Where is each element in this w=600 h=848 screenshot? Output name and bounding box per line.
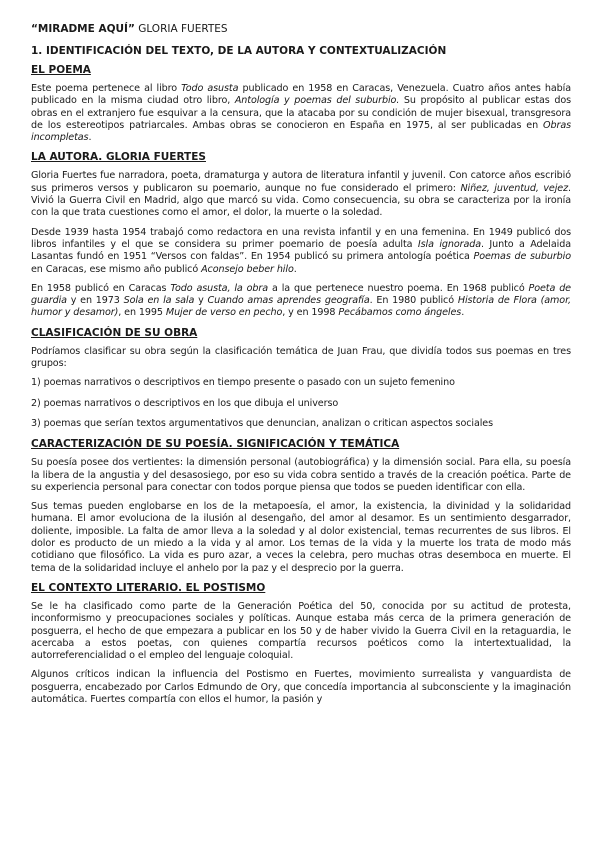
italic-title: Poemas de suburbio xyxy=(473,251,571,263)
italic-title: Aconsejo beber hilo xyxy=(201,263,294,275)
title-bold: “MIRADME AQUÍ” xyxy=(31,23,135,35)
heading-la-autora: LA AUTORA. GLORIA FUERTES xyxy=(31,151,206,164)
title-rest: GLORIA FUERTES xyxy=(134,23,228,35)
autora-paragraph-3: En 1958 publicó en Caracas Todo asusta, la obra a la que pertenece nuestro poema. En 1968 publicó Poeta de guardia y en 1973 Sola en la sala y Cuando amas aprendes geografía. En 1980 publicó Historia de Flora (amor, humor y desamor), en 1995 Mujer de verso en pecho, y en 1998 Pecábamos como ángeles. xyxy=(31,282,571,319)
heading-clasificacion: CLASIFICACIÓN DE SU OBRA xyxy=(31,326,198,339)
italic-title: Todo asusta, la obra xyxy=(170,282,269,294)
italic-title: Poeta de guardia xyxy=(31,282,571,307)
document-title xyxy=(31,22,571,36)
autora-paragraph-1: Gloria Fuertes fue narradora, poeta, dramaturga y autora de literatura infantil y juvenil. Con catorce años escribió sus primeros versos y publicaron su poemario, aunque no fue considerado el primero: Niñez, juventud, vejez. Vivió la Guerra Civil en Madrid, algo que marcó su vida. Como consecuencia, su obra se caracteriza por la ironía con la que trata cuestiones como el amor, el dolor, la muerte o la soledad. xyxy=(31,170,571,219)
heading-caracterizacion: CARACTERIZACIÓN DE SU POESÍA. SIGNIFICACIÓN Y TEMÁTICA xyxy=(31,438,400,451)
section-heading: 1. IDENTIFICACIÓN DEL TEXTO, DE LA AUTORA Y CONTEXTUALIZACIÓN xyxy=(31,45,447,57)
italic-title: Todo asusta xyxy=(181,83,239,94)
clasificacion-item-2: 2) poemas narrativos o descriptivos en los que dibuja el universo xyxy=(31,397,339,409)
caracterizacion-paragraph-2: Sus temas pueden englobarse en los de la metapoesía, el amor, la existencia, la divinidad y la solidaridad humana. El amor evoluciona de la ilusión al desengaño, del amor al desamor. Es un sentimiento desgarrador, doliente, imposible. La falta de amor lleva a la soledad y al dolor existencial, temas recurrentes de sus libros. El dolor es producto de un miedo a la vida y al amor. Los temas de la vida y la muerte los trata de modo más cotidiano que filosófico. La vida es puro azar, a veces la celebra, pero muchas otras desemboca en muerte. El tema de la solidaridad incluye el anhelo por la paz y el desprecio por la guerra. xyxy=(31,501,571,574)
italic-title: Pecábamos como ángeles xyxy=(338,307,462,319)
contexto-paragraph-1: Se le ha clasificado como parte de la Generación Poética del 50, conocida por su actitud de protesta, inconformismo y preocupaciones sociales y políticas. Aunque estaba más cerca de la primera generación de posguerra, el hecho de que empezara a publicar en los 50 y de haber vivido la Guerra Civil en la retaguardia, le acercaba a estos poetas, con quienes compartía recursos poéticos como la intertextualidad, la autorreferencialidad o el empleo del lenguaje coloquial. xyxy=(31,600,571,662)
italic-title: Antología y poemas del suburbio. xyxy=(234,95,400,107)
clasificacion-intro: Podríamos clasificar su obra según la clasificación temática de Juan Frau, que dividía todos sus poemas en tres grupos: xyxy=(31,345,571,370)
italic-title: Mujer de verso en pecho xyxy=(165,307,283,319)
heading-contexto: EL CONTEXTO LITERARIO. EL POSTISMO xyxy=(31,581,266,594)
italic-title: Niñez, juventud, vejez xyxy=(460,182,569,194)
italic-title: Obras incompletas xyxy=(31,119,571,144)
italic-title: Sola en la sala xyxy=(123,295,195,307)
clasificacion-item-3: 3) poemas que serían textos argumentativos que denuncian, analizan o critican aspectos sociales xyxy=(31,417,493,429)
heading-el-poema: EL POEMA xyxy=(31,64,91,76)
italic-title: Isla ignorada xyxy=(417,238,482,250)
italic-title: Cuando amas aprendes geografía xyxy=(207,295,370,307)
clasificacion-item-1: 1) poemas narrativos o descriptivos en tiempo presente o pasado con un sujeto femenino xyxy=(31,377,455,389)
autora-paragraph-2: Desde 1939 hasta 1954 trabajó como redactora en una revista infantil y en una femenina. En 1949 publicó dos libros infantiles y el que se considera su primer poemario de poesía adulta Isla ignorada. Junto a Adelaida Lasantas fundó en 1951 “Versos con faldas”. En 1954 publicó su primera antología poética Poemas de suburbio en Caracas, ese mismo año publicó Aconsejo beber hilo. xyxy=(31,226,571,275)
caracterizacion-paragraph-1: Su poesía posee dos vertientes: la dimensión personal (autobiográfica) y la dimensión social. Para ella, su poesía la libera de la angustia y del desasosiego, por eso su vida cobra sentido a través de la creación poética. Parte de su experiencia personal para conectar con todos porque piensa que todos se pueden identificar con ella. xyxy=(31,457,571,493)
italic-title: Historia de Flora (amor, humor y desamor) xyxy=(31,295,571,319)
poema-paragraph: Este poema pertenece al libro Todo asusta publicado en 1958 en Caracas, Venezuela. Cuatro años antes había publicado en la misma ciudad otro libro, Antología y poemas del suburbio. Su propósito al publicar estas dos obras en el extranjero fue esquivar a la censura, que la atacaba por su condición de mujer bisexual, transgresora de los estereotipos patriarcales. Ambas obras se conocieron en España en 1975, al ser publicadas en Obras incompletas. xyxy=(31,83,571,144)
contexto-paragraph-2: Algunos críticos indican la influencia del Postismo en Fuertes, movimiento surrealista y vanguardista de posguerra, encabezado por Carlos Edmundo de Ory, que concedía importancia al subconsciente y la imaginación automática. Fuertes compartía con ellos el humor, la pasión y xyxy=(31,669,571,705)
